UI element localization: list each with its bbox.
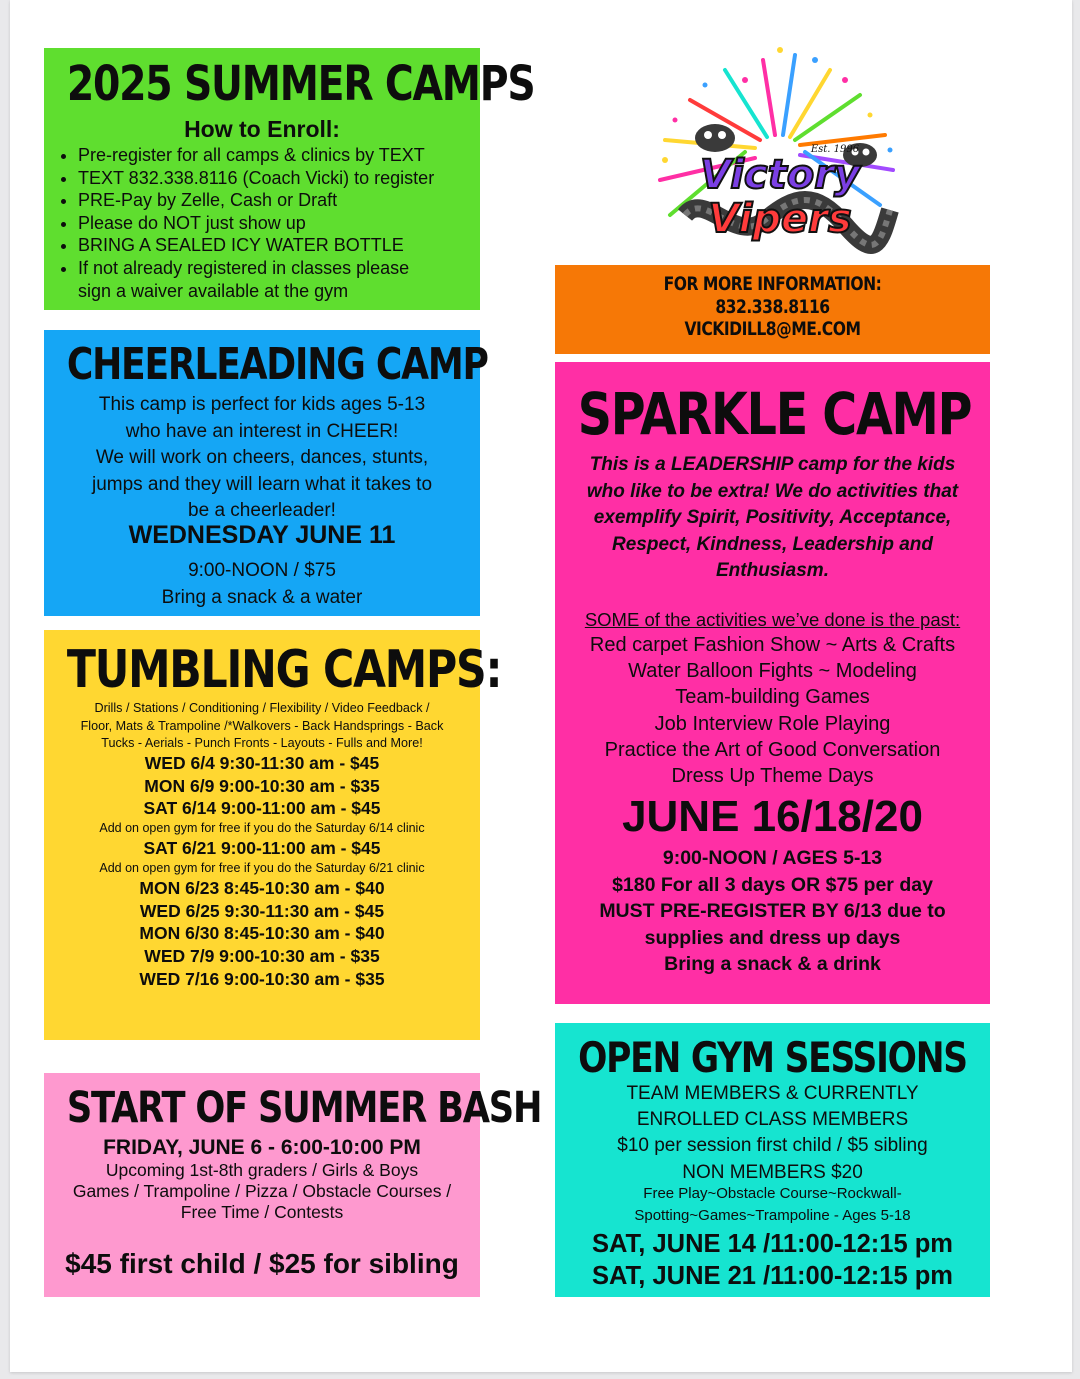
activity-item: Team-building Games (675, 686, 870, 709)
logo-word-vipers: Vipers (708, 196, 852, 242)
enroll-panel (44, 48, 535, 310)
cheer-panel (44, 330, 488, 616)
sparkle-lead-line: who like to be extra! We do activities that (586, 480, 959, 502)
sparkle-details (555, 845, 990, 978)
drills-line: Drills / Stations / Conditioning / Flexibility / Video Feedback / (94, 701, 430, 715)
sparkle-lead-line: Enthusiasm. (716, 560, 829, 581)
enroll-item: • Please do NOT just show up (78, 212, 434, 235)
schedule-entry: WED 7/9 9:00-10:30 am - $35 (144, 945, 380, 966)
drills-line: Tucks - Aerials - Punch Fronts - Layouts - Fulls and More! (101, 736, 423, 751)
gym-activity-line: Spotting~Games~Trampoline - Ages 5-18 (634, 1207, 911, 1224)
tumbling-schedule (44, 752, 480, 990)
enroll-subtitle: How to Enroll: (184, 116, 340, 142)
enroll-item: • If not already registered in classes please (78, 257, 434, 280)
logo-word-victory: Victory (699, 152, 861, 198)
sparkle-description (555, 452, 990, 585)
sparkle-lead-line: This is a LEADERSHIP camp for the kids (589, 454, 956, 475)
activity-item: Water Balloon Fights ~ Modeling (628, 660, 917, 683)
schedule-entry: MON 6/23 8:45-10:30 am - $40 (139, 878, 385, 899)
enroll-title: 2025 SUMMER CAMPS (66, 56, 535, 112)
bash-line: Free Time / Contests (180, 1202, 344, 1222)
info-heading: FOR MORE INFORMATION: (663, 273, 882, 295)
bash-panel (44, 1073, 542, 1297)
schedule-entry: WED 6/4 9:30-11:30 am - $45 (144, 753, 380, 773)
gym-times (555, 1228, 990, 1292)
gym-session: SAT, JUNE 21 /11:00-12:15 pm (592, 1262, 953, 1290)
logo-established: Est. 1996 (810, 144, 860, 155)
cheer-title: CHEERLEADING CAMP (66, 339, 488, 390)
cheer-line: be a cheerleader! (188, 500, 336, 521)
schedule-entry: MON 6/9 9:00-10:30 am - $35 (144, 775, 380, 796)
gym-line: NON MEMBERS $20 (682, 1161, 863, 1183)
schedule-entry: SAT 6/21 9:00-11:00 am - $45 (143, 838, 381, 859)
bash-date: FRIDAY, JUNE 6 - 6:00-10:00 PM (103, 1136, 421, 1159)
sparkle-dates: JUNE 16/18/20 (622, 792, 923, 841)
schedule-note: Add on open gym for free if you do the Saturday 6/21 clinic (99, 860, 425, 875)
sparkle-lead-line: exemplify Spirit, Positivity, Acceptance, (593, 507, 952, 528)
bash-title: START OF SUMMER BASH (66, 1083, 542, 1133)
sparkle-lead-line: Respect, Kindness, Leadership and (612, 533, 933, 555)
activities-list (555, 632, 990, 789)
enroll-item: • BRING A SEALED ICY WATER BOTTLE (78, 234, 434, 257)
activities-heading: SOME of the activities we’ve done is the past: (584, 609, 961, 630)
schedule-entry: WED 6/25 9:30-11:30 am - $45 (139, 900, 385, 921)
info-panel (555, 265, 990, 354)
enroll-list (54, 144, 434, 302)
activity-item: Dress Up Theme Days (671, 765, 874, 788)
bash-line: Games / Trampoline / Pizza / Obstacle Courses / (72, 1181, 452, 1201)
sparkle-title: SPARKLE CAMP (577, 380, 972, 448)
enroll-item-continued: sign a waiver available at the gym (78, 280, 349, 301)
schedule-entry: WED 7/16 9:00-10:30 am - $35 (139, 968, 385, 989)
cheer-time: 9:00-NOON / $75 (188, 560, 336, 581)
gym-activities (555, 1183, 990, 1227)
bash-description (44, 1160, 480, 1223)
gym-activity-line: Free Play~Obstacle Course~Rockwall- (643, 1185, 902, 1202)
gym-title: OPEN GYM SESSIONS (578, 1033, 967, 1082)
cheer-line: This camp is perfect for kids ages 5-13 (98, 394, 426, 415)
sparkle-detail: supplies and dress up days (644, 926, 901, 949)
gym-line: $10 per session first child / $5 sibling (617, 1135, 928, 1157)
cheer-line: who have an interest in CHEER! (125, 420, 399, 442)
sparkle-detail: MUST PRE-REGISTER BY 6/13 due to (599, 900, 946, 922)
gym-line: ENROLLED CLASS MEMBERS (636, 1109, 909, 1131)
cheer-description (44, 392, 480, 525)
activity-item: Job Interview Role Playing (654, 712, 891, 735)
schedule-entry: MON 6/30 8:45-10:30 am - $40 (139, 923, 385, 944)
schedule-entry: SAT 6/14 9:00-11:00 am - $45 (143, 798, 381, 819)
schedule-note: Add on open gym for free if you do the Saturday 6/14 clinic (99, 820, 425, 835)
drills-line: Floor, Mats & Trampoline /*Walkovers - Back Handsprings - Back (80, 718, 444, 733)
tumbling-drills (44, 700, 480, 753)
info-email[interactable]: VICKIDILL8@ME.COM (684, 318, 861, 340)
bash-line: Upcoming 1st-8th graders / Girls & Boys (105, 1160, 419, 1180)
open-gym-panel (555, 1023, 990, 1297)
logo-graphic (645, 40, 905, 270)
activity-item: Red carpet Fashion Show ~ Arts & Crafts (589, 634, 956, 656)
sparkle-detail: 9:00-NOON / AGES 5-13 (662, 847, 883, 869)
bash-price: $45 first child / $25 for sibling (65, 1248, 459, 1279)
sparkle-detail: Bring a snack & a drink (664, 953, 881, 975)
cheer-bring: Bring a snack & a water (161, 587, 363, 608)
sparkle-panel (555, 362, 990, 1004)
info-phone[interactable]: 832.338.8116 (715, 296, 830, 318)
cheer-date: WEDNESDAY JUNE 11 (128, 521, 396, 549)
tumbling-title: TUMBLING CAMPS: (66, 640, 502, 700)
tumbling-panel (44, 630, 502, 1040)
gym-description (555, 1081, 990, 1186)
gym-line: TEAM MEMBERS & CURRENTLY (626, 1083, 919, 1104)
gym-session: SAT, JUNE 14 /11:00-12:15 pm (592, 1230, 953, 1258)
cheer-line: We will work on cheers, dances, stunts, (95, 447, 429, 468)
enroll-item: • PRE-Pay by Zelle, Cash or Draft (78, 189, 434, 212)
enroll-item: • Pre-register for all camps & clinics by TEXT (78, 144, 434, 167)
sparkle-detail: $180 For all 3 days OR $75 per day (612, 873, 933, 896)
activity-item: Practice the Art of Good Conversation (604, 738, 941, 761)
cheer-line: jumps and they will learn what it takes to (91, 473, 433, 495)
enroll-item: • TEXT 832.338.8116 (Coach Vicki) to register (78, 167, 434, 190)
cheer-details (44, 557, 480, 611)
victory-vipers-logo (645, 40, 905, 270)
